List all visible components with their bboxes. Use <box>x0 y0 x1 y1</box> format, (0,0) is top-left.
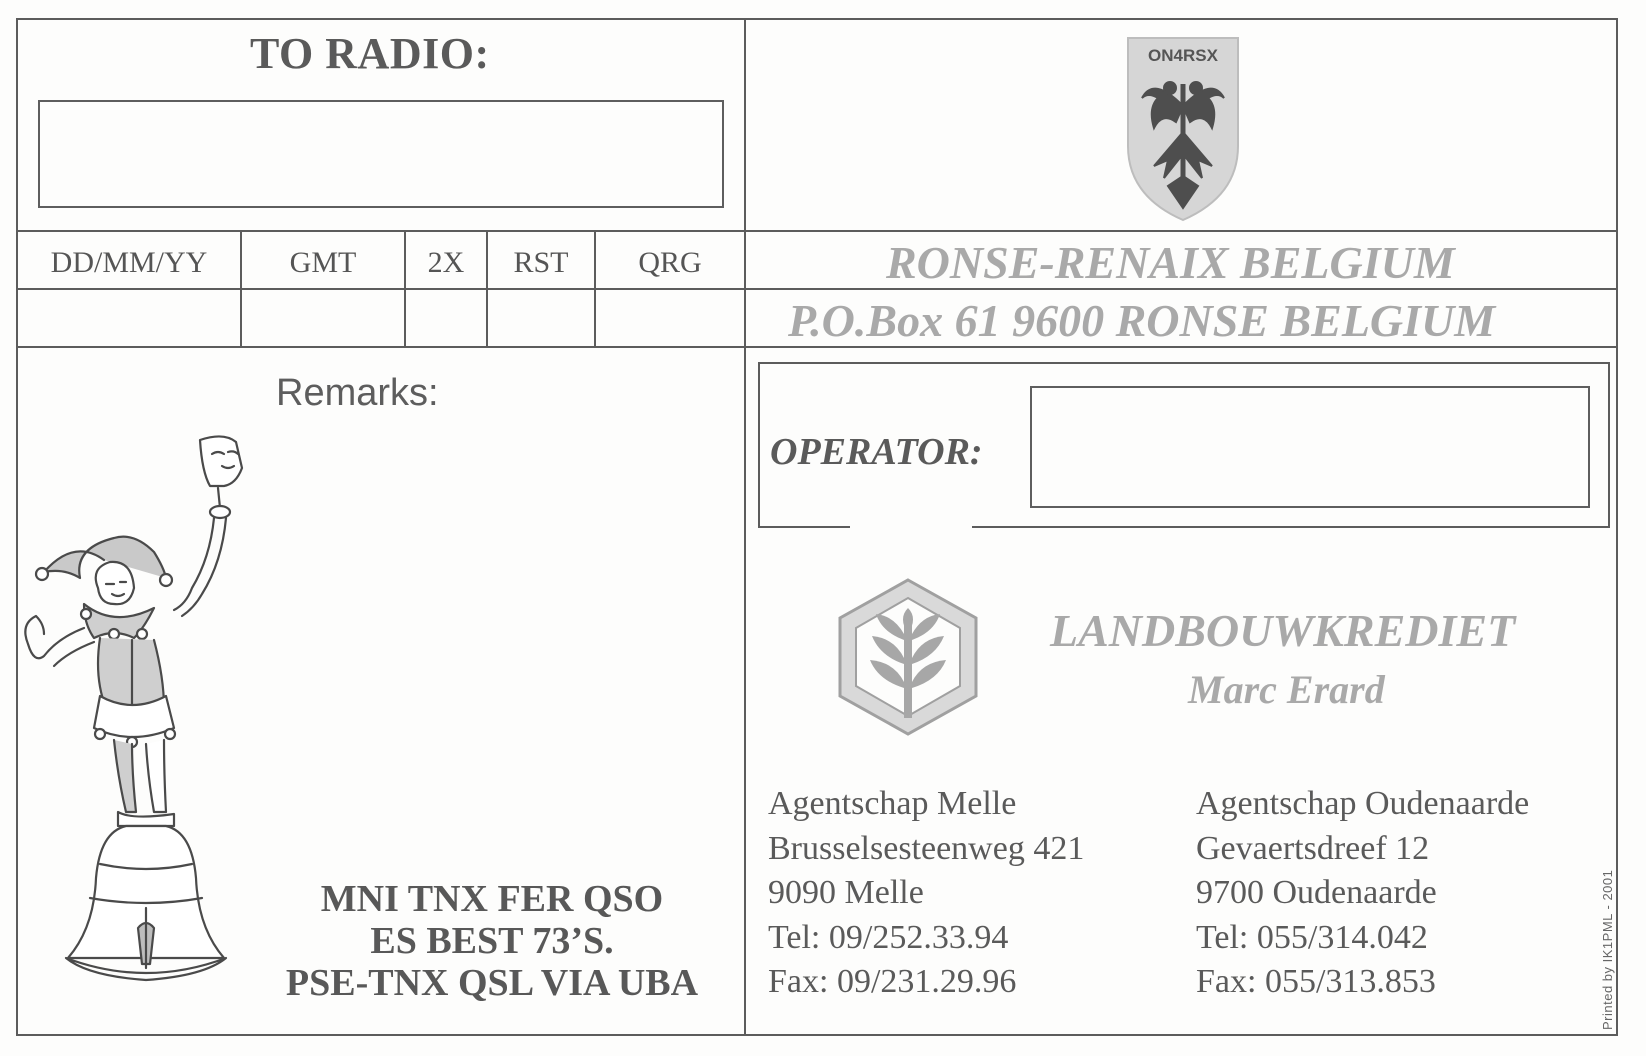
rule-table-top <box>16 230 1618 232</box>
operator-frame-bottom-right <box>972 526 1610 528</box>
club-location: RONSE-RENAIX BELGIUM <box>886 237 1455 288</box>
sponsor-person: Marc Erard <box>1188 667 1385 712</box>
to-radio-field[interactable] <box>38 100 724 208</box>
frame-top <box>16 18 1618 20</box>
agency-melle-city: 9090 Melle <box>768 874 924 911</box>
operator-frame-left <box>758 362 760 528</box>
agency-melle-name: Agentschap Melle <box>768 785 1017 822</box>
wheat-hexagon-logo <box>836 578 980 736</box>
operator-frame-top <box>758 362 1610 364</box>
cell-rst[interactable] <box>488 290 594 346</box>
remarks-area[interactable] <box>262 420 732 860</box>
header-2x: 2X <box>427 246 465 279</box>
jester-illustration <box>14 428 254 1018</box>
center-divider <box>744 18 746 1036</box>
agency-oudenaarde-fax: Fax: 055/313.853 <box>1196 963 1436 1000</box>
cell-2x[interactable] <box>406 290 486 346</box>
operator-frame-bottom-left <box>758 526 850 528</box>
agency-oudenaarde <box>1196 782 1529 1005</box>
closing-line-1: MNI TNX FER QSO <box>320 878 664 920</box>
header-date: DD/MM/YY <box>50 246 208 279</box>
agency-melle-street: Brusselsesteenweg 421 <box>768 829 1085 867</box>
header-rst: RST <box>513 246 569 279</box>
closing-line-3: PSE-TNX QSL VIA UBA <box>285 962 699 1004</box>
closing-line-2: ES BEST 73’S. <box>370 920 614 962</box>
header-gmt: GMT <box>289 246 357 279</box>
agency-oudenaarde-city: 9700 Oudenaarde <box>1196 874 1437 911</box>
agency-melle-tel: Tel: 09/252.33.94 <box>768 918 1009 956</box>
frame-bottom <box>16 1034 1618 1036</box>
operator-label: OPERATOR: <box>770 431 983 473</box>
operator-field[interactable] <box>1030 386 1590 508</box>
operator-frame-right <box>1608 362 1610 528</box>
club-address: P.O.Box 61 9600 RONSE BELGIUM <box>788 295 1496 346</box>
agency-oudenaarde-street: Gevaertsdreef 12 <box>1196 829 1430 867</box>
to-radio-label: TO RADIO: <box>250 29 490 78</box>
club-callsign: ON4RSX <box>1148 46 1218 65</box>
agency-oudenaarde-tel: Tel: 055/314.042 <box>1196 918 1428 956</box>
frame-right <box>1616 18 1618 1036</box>
cell-date[interactable] <box>18 290 240 346</box>
header-qrg: QRG <box>638 246 702 279</box>
printer-credit: Printed by IK1PML - 2001 <box>1600 869 1615 1030</box>
remarks-label: Remarks: <box>276 372 439 414</box>
agency-melle <box>768 782 1084 1005</box>
agency-oudenaarde-name: Agentschap Oudenaarde <box>1196 785 1530 822</box>
closing-text <box>262 878 722 1004</box>
cell-qrg[interactable] <box>596 290 744 346</box>
cell-gmt[interactable] <box>242 290 404 346</box>
agency-melle-fax: Fax: 09/231.29.96 <box>768 963 1017 1000</box>
sponsor-name: LANDBOUWKREDIET <box>1050 605 1516 656</box>
